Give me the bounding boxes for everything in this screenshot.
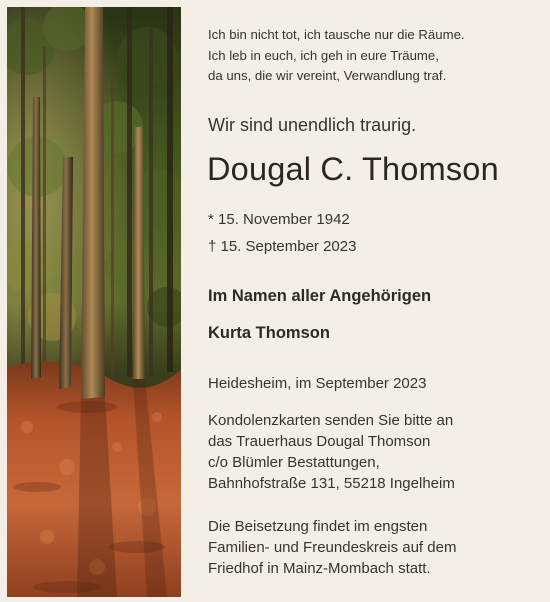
place-and-date: Heidesheim, im September 2023 (208, 375, 427, 392)
memorial-poem (208, 25, 465, 87)
funeral-line: Die Beisetzung findet im engsten (208, 518, 428, 535)
funeral-info (208, 516, 456, 579)
tree-trunk (81, 7, 105, 399)
family-name: Kurta Thomson (208, 324, 330, 342)
sadness-statement: Wir sind unendlich traurig. (208, 115, 417, 135)
funeral-line: Familien- und Freundeskreis auf dem (208, 539, 457, 556)
forest-photo (7, 7, 181, 597)
tree-trunk (133, 127, 145, 379)
condolence-address (208, 410, 455, 494)
family-heading: Im Namen aller Angehörigen (208, 287, 432, 305)
address-line: Kondolenzkarten senden Sie bitte an (208, 412, 454, 429)
address-line: das Trauerhaus Dougal Thomson (208, 433, 431, 450)
poem-line: Ich leb in euch, ich geh in eure Träume, (208, 47, 439, 63)
obituary-text (208, 3, 543, 602)
poem-line: da uns, die wir vereint, Verwandlung traf. (208, 68, 447, 83)
death-date: † 15. September 2023 (208, 238, 357, 255)
address-line: Bahnhofstraße 131, 55218 Ingelheim (208, 475, 455, 492)
forest-illustration (7, 7, 181, 597)
funeral-line: Friedhof in Mainz-Mombach statt. (208, 560, 431, 577)
address-line: c/o Blümler Bestattungen, (208, 454, 380, 471)
birth-date: * 15. November 1942 (208, 211, 350, 228)
poem-line: Ich bin nicht tot, ich tausche nur die Räume. (208, 27, 465, 42)
deceased-name: Dougal C. Thomson (207, 151, 499, 187)
